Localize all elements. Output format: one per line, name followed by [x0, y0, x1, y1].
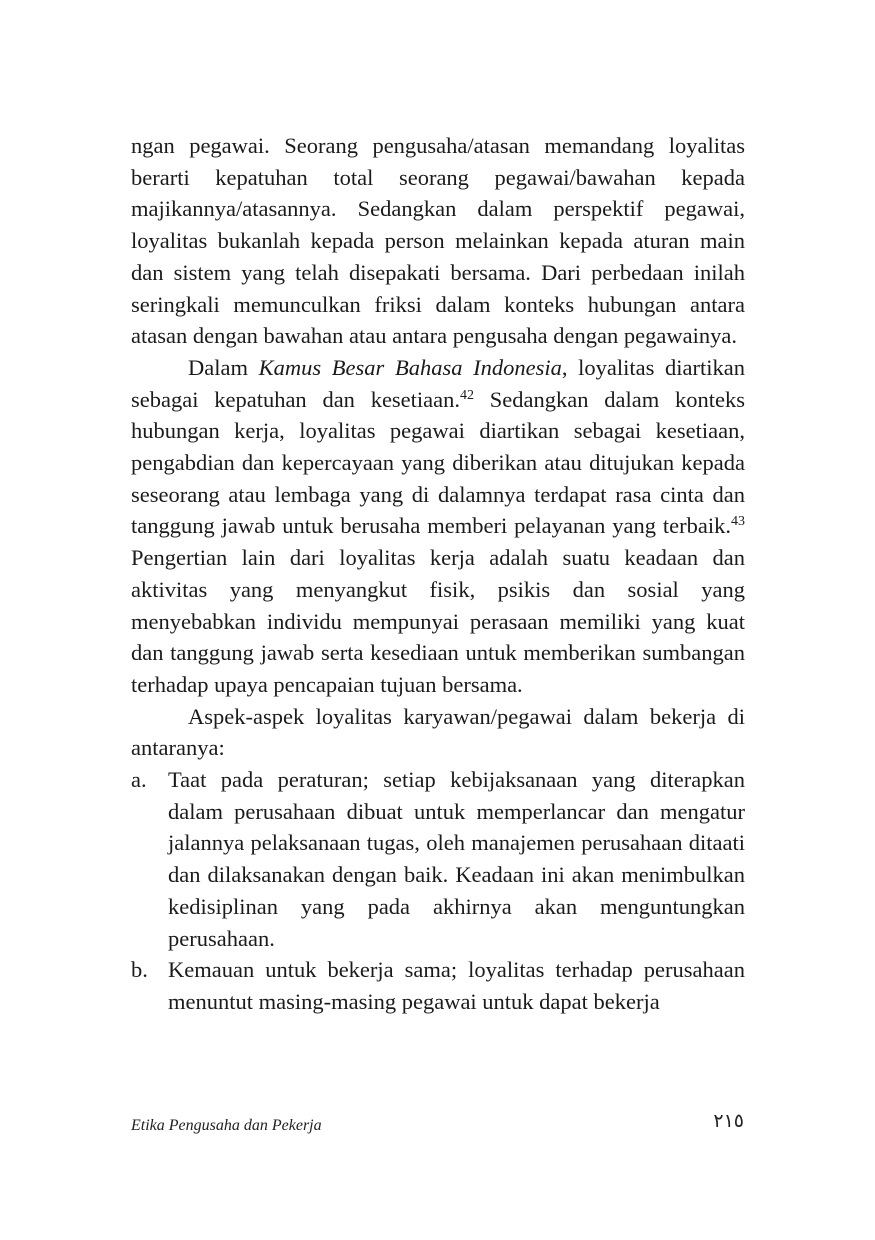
book-title: Kamus Besar Bahasa Indonesia [258, 354, 562, 380]
page-body [131, 130, 745, 1018]
paragraph-continuation: ngan pegawai. Seorang pengusaha/atasan memandang loyalitas berarti kepatuhan total seorang pegawai/bawahan kepada majikannya/atasannya. Sedangkan dalam perspektif pegawai, loyalitas bukanlah kepada person melainkan kepada aturan main dan sistem yang telah disepakati bersama. Dari perbedaan inilah seringkali memunculkan friksi dalam konteks hubungan antara atasan dengan bawahan atau antara pengusaha dengan pegawainya. [131, 133, 745, 349]
footnote-ref-42[interactable]: 42 [460, 387, 475, 403]
paragraph-text: , loyalitas diartikan sebagai kepatuhan dan kesetiaan. [131, 354, 745, 412]
paragraph-text: Pengertian lain dari loyalitas kerja adalah suatu keadaan dan aktivitas yang menyangkut fisik, psikis dan sosial yang menyebabkan individu mempunyai perasaan memiliki yang kuat dan tanggung jawab serta kesediaan untuk memberikan sumbangan terhadap upaya pencapaian tujuan bersama. [131, 545, 745, 697]
list-marker: a. [131, 767, 147, 793]
paragraph-text: Sedangkan dalam konteks hubungan kerja, loyalitas pegawai diartikan sebagai kesetiaan, pengabdian dan kepercayaan yang diberikan atau ditujukan kepada seseorang atau lembaga yang di dalamnya terdapat rasa cinta dan tanggung jawab untuk berusaha memberi pelayanan yang terbaik. [131, 386, 745, 539]
paragraph-intro: Dalam [188, 354, 259, 380]
list-item [131, 764, 745, 954]
list-marker: b. [131, 957, 148, 983]
running-title: Etika Pengusaha dan Pekerja [131, 1117, 322, 1134]
paragraph-aspects-intro: Aspek-aspek loyalitas karyawan/pegawai dalam bekerja di antaranya: [131, 703, 745, 761]
page-number: ٢١٥ [713, 1110, 744, 1132]
list-item-text: Taat pada peraturan; setiap kebijaksanaan yang diterapkan dalam perusahaan dibuat untuk memperlancar dan mengatur jalannya pelaksanaan tugas, oleh manajemen perusahaan ditaati dan dilaksanakan dengan baik. Keadaan ini akan menimbulkan kedisiplinan yang pada akhirnya akan menguntungkan perusahaan. [168, 767, 745, 951]
paragraph-definition [131, 352, 745, 701]
aspects-list [131, 764, 745, 1018]
list-item [131, 954, 745, 1017]
footnote-ref-43[interactable]: 43 [731, 514, 745, 530]
list-item-text: Kemauan untuk bekerja sama; loyalitas terhadap perusahaan menuntut masing-masing pegawai untuk dapat bekerja [168, 957, 745, 1014]
